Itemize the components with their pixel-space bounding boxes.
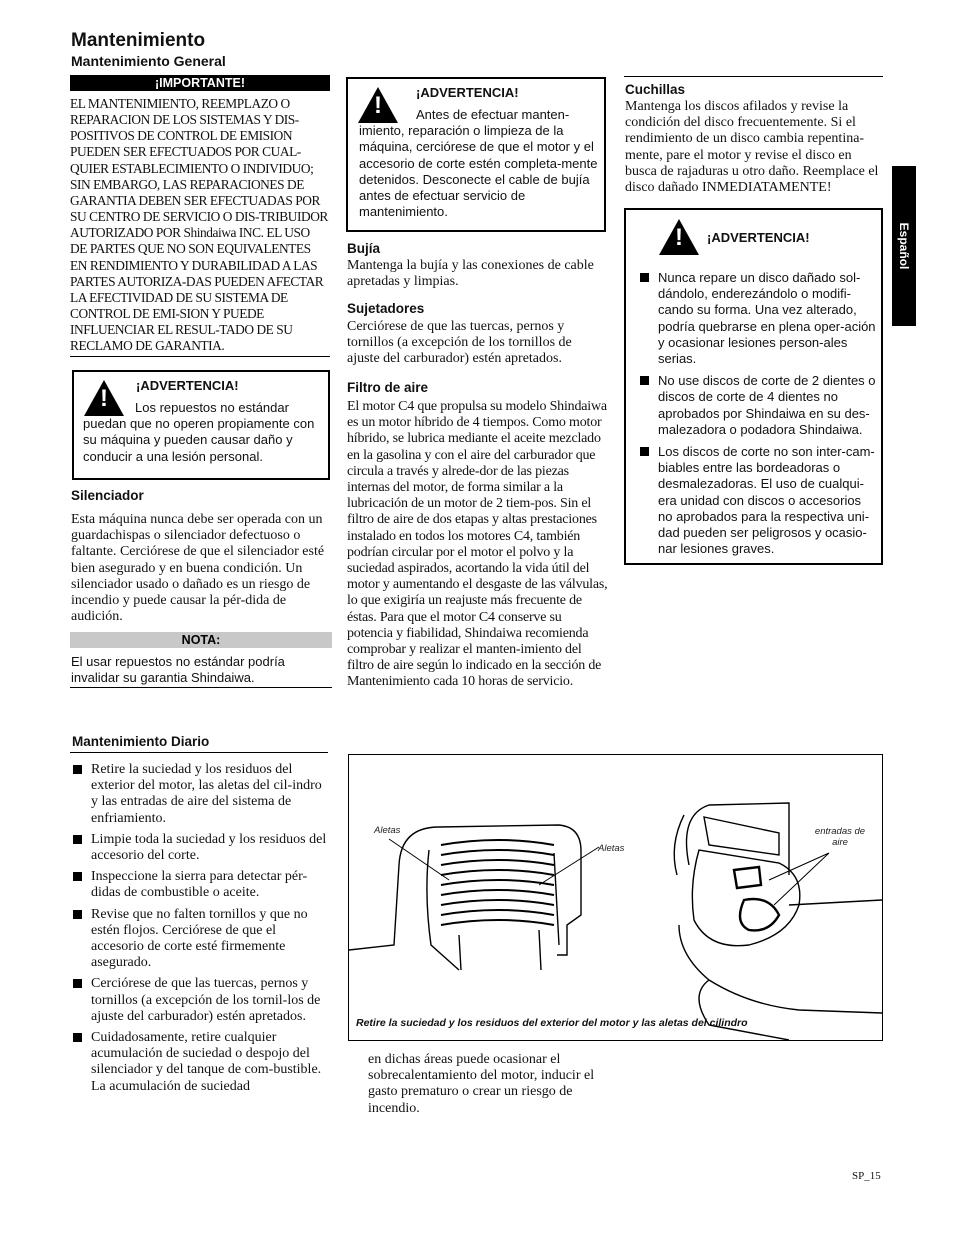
diario-rule	[70, 752, 328, 753]
list-item: Nunca repare un disco dañado sol-dándolo, enderezándolo o modifi-cando su forma. Una vez alterado, podría quebrarse en plena oper-ación y ocasionar lesiones person-ales serias.	[638, 270, 878, 367]
filtro-heading: Filtro de aire	[347, 380, 429, 395]
warning-parts-title: ¡ADVERTENCIA!	[136, 378, 239, 393]
list-item: Limpie toda la suciedad y los residuos del accesorio del corte.	[71, 832, 331, 864]
silenciador-heading: Silenciador	[71, 488, 144, 503]
nota-text: El usar repuestos no estándar podría invalidar su garantia Shindaiwa.	[71, 654, 285, 686]
warning-triangle-icon: !	[659, 219, 699, 255]
diario-heading: Mantenimiento Diario	[72, 734, 210, 749]
warning-parts-text: Los repuestos no estándar puedan que no operen propiamente con su máquina y pueden causar daño y conducir a una lesión personal.	[83, 400, 315, 464]
diario-list	[71, 762, 331, 1095]
list-item: Retire la suciedad y los residuos del exterior del motor, las aletas del cil-indro y las entradas de aire del sistema de enfriamiento.	[71, 762, 331, 827]
list-item: Los discos de corte no son inter-cam-biables entre las bordeadoras o desmalezadoras. El uso de cualqui-era unidad con discos o accesorios no aprobados para la respectiva uni-dad pueden ser peligrosos y ocasio-nar lesiones graves.	[638, 444, 878, 557]
engine-figure	[348, 754, 883, 1041]
engine-illustration	[349, 755, 882, 1040]
important-text: EL MANTENIMIENTO, REEMPLAZO O REPARACION DE LOS SISTEMAS Y DIS-POSITIVOS DE CONTROL DE EMISION PUEDEN SER EFECTUADOS POR CUAL-QUIER ESTABLECIMIENTO O INDIVIDUO; SIN EMBARGO, LAS REPARACIONES DE GARANTIA DEBEN SER EFECTUADAS POR SU CENTRO DE SERVICIO O DIS-TRIBUIDOR AUTORIZADO POR Shindaiwa INC. EL USO DE PARTES QUE NO SON EQUIVALENTES EN RENDIMIENTO Y DURABILIDAD A LAS PARTES AUTORIZA-DAS PUEDEN AFECTAR LA EFECTIVIDAD DE SU SISTEMA DE CONTROL DE EMI-SION Y PUEDE INFLUENCIAR EL RESUL-TADO DE SU RECLAMO DE GARANTIA.	[70, 96, 328, 354]
silenciador-text: Esta máquina nunca debe ser operada con un guardachispas o silenciador defectuoso o faltante. Cerciórese de que el silenciador esté bien asegurado y en buena condición. Un silenciador usado o dañado es un riesgo de incendio y puede causar la pér-dida de audición.	[71, 512, 325, 625]
language-side-tab	[892, 166, 916, 326]
list-item: Inspeccione la sierra para detectar pér-didas de combustible o aceite.	[71, 869, 331, 901]
side-tab-label: Español	[897, 222, 911, 270]
cuchillas-rule	[624, 76, 883, 77]
fig-label-entradas: entradas de aire	[814, 826, 866, 848]
important-rule	[70, 356, 330, 357]
warning-blades-box	[624, 208, 883, 565]
warning-maint-text: Antes de efectuar manten-imiento, reparación o limpieza de la máquina, cerciórese de que el motor y el accesorio de corte estén completa-mente detenidos. Desconecte el cable de bujía antes de efectuar servicio de mantenimiento.	[359, 107, 598, 220]
nota-bar: NOTA:	[70, 632, 332, 648]
fig-label-aletas-left: Aletas	[374, 825, 401, 836]
cuchillas-text: Mantenga los discos afilados y revise la condición del disco frecuentemente. Si el rendimiento de un disco cambia repentina-mente, pare el motor y revise el disco en busca de rajaduras u otro daño. Reemplace el disco dañado INMEDIATAMENTE!	[625, 99, 879, 196]
figure-caption: Retire la suciedad y los residuos del exterior del motor y las aletas del cilindro	[356, 1017, 748, 1029]
warning-blades-list	[638, 270, 878, 557]
warning-blades-title: ¡ADVERTENCIA!	[707, 230, 810, 245]
list-item: Revise que no falten tornillos y que no estén flojos. Cerciórese de que el accesorio de corte esté firmemente asegurado.	[71, 907, 331, 972]
list-item: Cerciórese de que las tuercas, pernos y tornillos (a excepción de los tornil-los de ajuste del carburador) estén apretados.	[71, 976, 331, 1025]
warning-maint-box	[346, 77, 606, 232]
warning-triangle-icon: !	[84, 380, 124, 416]
filtro-text: El motor C4 que propulsa su modelo Shindaiwa es un motor híbrido de 4 tiempos. Como motor híbrido, se lubrica mediante el aceite mezclado en la gasolina y con el aire del carburador que circula a través y alrede-dor de las piezas internas del motor, de forma similar a la lubricación de un motor de 2 tiem-pos. Sin el filtro de aire de dos etapas y altas prestaciones instalado en todos los motores C4, también podrían circular por el motor el polvo y la suciedad aspirados, acortando la vida útil del motor y aumentando el desgaste de las válvulas, lo que exigiría un reajuste más frecuente de éstas. Para que el motor C4 conserve su potencia y fiabilidad, Shindaiwa recomienda comprobar y realizar el manten-imiento del filtro de aire según lo indicado en la sección de Mantenimiento cada 10 horas de servicio.	[347, 399, 608, 690]
warning-maint-title: ¡ADVERTENCIA!	[416, 85, 519, 100]
nota-rule	[70, 687, 332, 688]
diario-continuation: en dichas áreas puede ocasionar el sobrecalentamiento del motor, inducir el gasto prematuro o crear un riesgo de incendio.	[368, 1052, 595, 1116]
page-number: SP_15	[852, 1170, 881, 1182]
list-item: Cuidadosamente, retire cualquier acumulación de suciedad o despojo del silenciador y del tanque de com-bustible. La acumulación de suciedad	[71, 1030, 331, 1095]
warning-triangle-icon: !	[358, 87, 398, 123]
cuchillas-heading: Cuchillas	[625, 82, 686, 97]
important-bar: ¡IMPORTANTE!	[70, 75, 330, 91]
fig-label-aletas-right: Aletas	[598, 843, 625, 854]
bujia-text: Mantenga la bujía y las conexiones de cable apretadas y limpias.	[347, 258, 594, 290]
list-item: No use discos de corte de 2 dientes o discos de corte de 4 dientes no aprobados por Shindaiwa en su des-malezadora o podadora Shindaiwa.	[638, 373, 878, 438]
warning-parts-box	[72, 370, 330, 480]
page-subtitle: Mantenimiento General	[71, 53, 226, 69]
sujetadores-heading: Sujetadores	[347, 301, 425, 316]
page-title: Mantenimiento	[71, 30, 206, 51]
bujia-heading: Bujía	[347, 241, 381, 256]
sujetadores-text: Cerciórese de que las tuercas, pernos y tornillos (a excepción de los tornillos de ajuste del carburador) estén apretados.	[347, 319, 572, 367]
